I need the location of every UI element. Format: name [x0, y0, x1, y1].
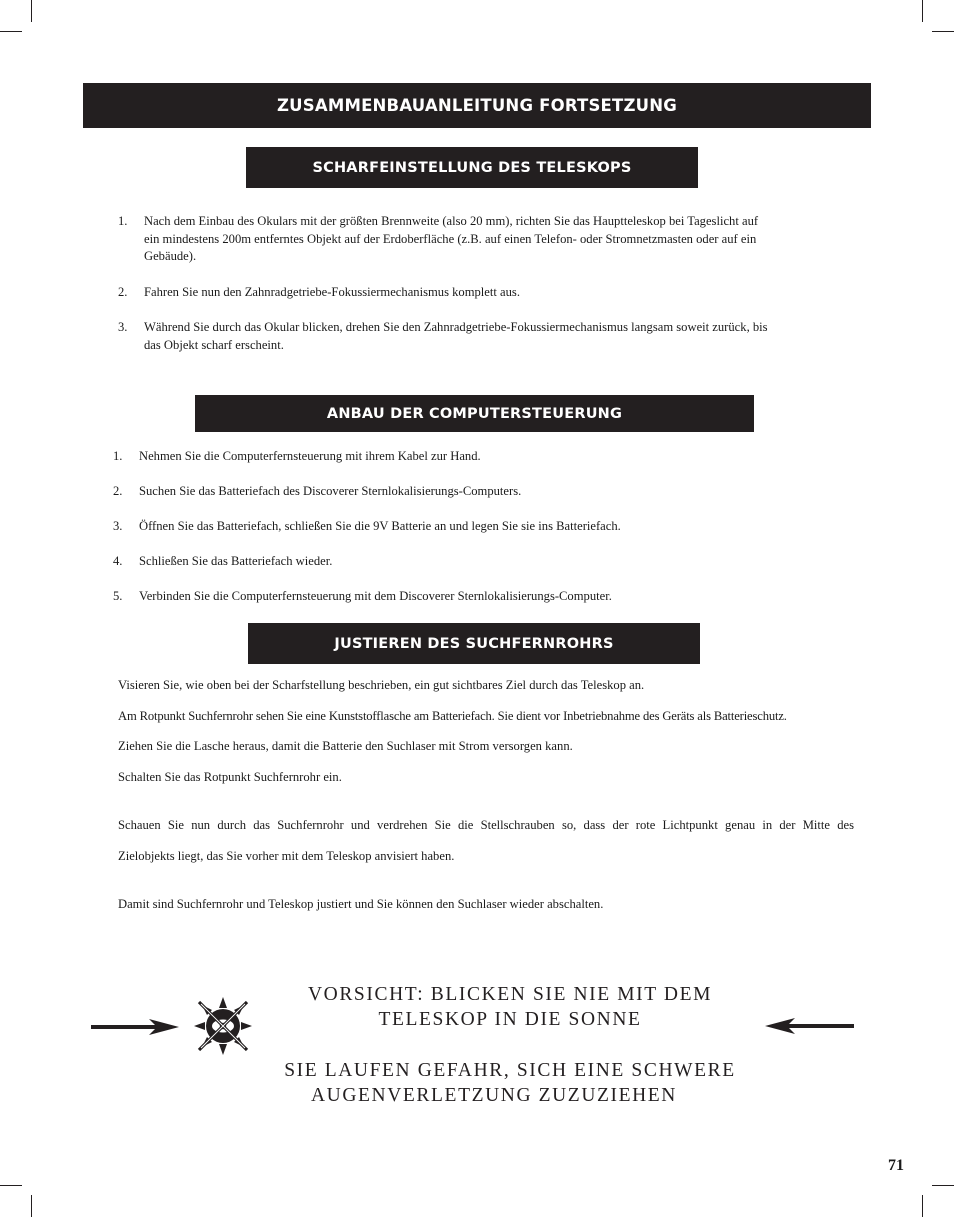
warning-line: AUGENVERLETZUNG ZUZUZIEHEN: [311, 1085, 677, 1106]
list-item: [118, 319, 838, 354]
section-title-finder: JUSTIEREN DES SUCHFERNROHRS: [248, 623, 700, 664]
paragraph: Am Rotpunkt Suchfernrohr sehen Sie eine Kunststofflasche am Batteriefach. Sie dient vor Inbetriebnahme des Geräts als Batterieschutz.: [118, 709, 787, 723]
list-item-text: ein mindestens 200m entferntes Objekt auf der Erdoberfläche (z.B. auf einen Telefon- oder Stromnetzmasten oder auf ein: [144, 231, 757, 246]
list-item-number: 1.: [118, 214, 128, 228]
list-item-text: Gebäude).: [144, 249, 197, 263]
list-item-text: Fahren Sie nun den Zahnradgetriebe-Fokussiermechanismus komplett aus.: [144, 284, 520, 299]
list-item-text: Suchen Sie das Batteriefach des Discoverer Sternlokalisierungs-Computers.: [139, 484, 522, 498]
arrow-left-icon: [763, 1018, 855, 1034]
list-item-number: 1.: [113, 449, 123, 463]
list-item-text: das Objekt scharf erscheint.: [144, 337, 284, 352]
list-item-text: Verbinden Sie die Computerfernsteuerung mit dem Discoverer Sternlokalisierungs-Computer.: [139, 589, 612, 603]
list-item-number: 4.: [113, 554, 123, 568]
section-title-computer: ANBAU DER COMPUTERSTEUERUNG: [195, 395, 754, 432]
list-item-text: Während Sie durch das Okular blicken, drehen Sie den Zahnradgetriebe-Fokussiermechanismus langsam soweit zurück, bis: [144, 320, 768, 334]
section-title-focus: SCHARFEINSTELLUNG DES TELESKOPS: [246, 147, 698, 188]
crop-mark-top-right-h: [932, 31, 954, 32]
warning-line: SIE LAUFEN GEFAHR, SICH EINE SCHWERE: [284, 1060, 736, 1081]
paragraph: Schauen Sie nun durch das Suchfernrohr und verdrehen Sie die Stellschrauben so, dass der rote Lichtpunkt genau in der Mitte des: [118, 818, 854, 832]
list-item: [113, 518, 833, 553]
page-number: 71: [888, 1157, 904, 1174]
list-item-text: Öffnen Sie das Batteriefach, schließen Sie die 9V Batterie an und legen Sie sie ins Batteriefach.: [139, 519, 621, 533]
computer-steps-list: [113, 448, 833, 623]
list-item: [113, 483, 833, 518]
no-sun-viewing-icon: [193, 996, 253, 1056]
paragraph: Visieren Sie, wie oben bei der Scharfstellung beschrieben, ein gut sichtbares Ziel durch das Teleskop an.: [118, 678, 645, 692]
paragraph: Damit sind Suchfernrohr und Teleskop justiert und Sie können den Suchlaser wieder abschalten.: [118, 897, 604, 911]
list-item-number: 3.: [113, 519, 123, 533]
arrow-right-icon: [91, 1019, 181, 1035]
warning-line: VORSICHT: BLICKEN SIE NIE MIT DEM: [307, 984, 713, 1005]
paragraph: Schalten Sie das Rotpunkt Suchfernrohr ein.: [118, 770, 342, 784]
list-item-text: Nehmen Sie die Computerfernsteuerung mit ihrem Kabel zur Hand.: [139, 449, 481, 463]
list-item: [113, 448, 833, 483]
paragraph: Ziehen Sie die Lasche heraus, damit die Batterie den Suchlaser mit Strom versorgen kann.: [118, 739, 573, 753]
list-item-number: 5.: [113, 589, 123, 603]
paragraph: Zielobjekts liegt, das Sie vorher mit dem Teleskop anvisiert haben.: [118, 849, 455, 863]
list-item-number: 3.: [118, 320, 128, 334]
crop-mark-top-left-v: [31, 0, 32, 22]
list-item-number: 2.: [118, 284, 128, 299]
crop-mark-bottom-left-h: [0, 1185, 22, 1186]
list-item-text: Nach dem Einbau des Okulars mit der größten Brennweite (also 20 mm), richten Sie das Hauptteleskop bei Tageslicht auf: [144, 214, 759, 228]
warning-line: TELESKOP IN DIE SONNE: [378, 1009, 642, 1030]
list-item: [118, 284, 838, 302]
crop-mark-top-left-h: [0, 31, 22, 32]
crop-mark-top-right-v: [922, 0, 923, 22]
focus-steps-list: [118, 213, 838, 354]
list-item: [113, 553, 833, 588]
crop-mark-bottom-left-v: [31, 1195, 32, 1217]
crop-mark-bottom-right-h: [932, 1185, 954, 1186]
list-item-number: 2.: [113, 484, 123, 498]
list-item: [118, 213, 838, 266]
list-item: [113, 588, 833, 623]
crop-mark-bottom-right-v: [922, 1195, 923, 1217]
list-item-text: Schließen Sie das Batteriefach wieder.: [139, 554, 333, 568]
page-title: ZUSAMMENBAUANLEITUNG FORTSETZUNG: [83, 83, 871, 128]
